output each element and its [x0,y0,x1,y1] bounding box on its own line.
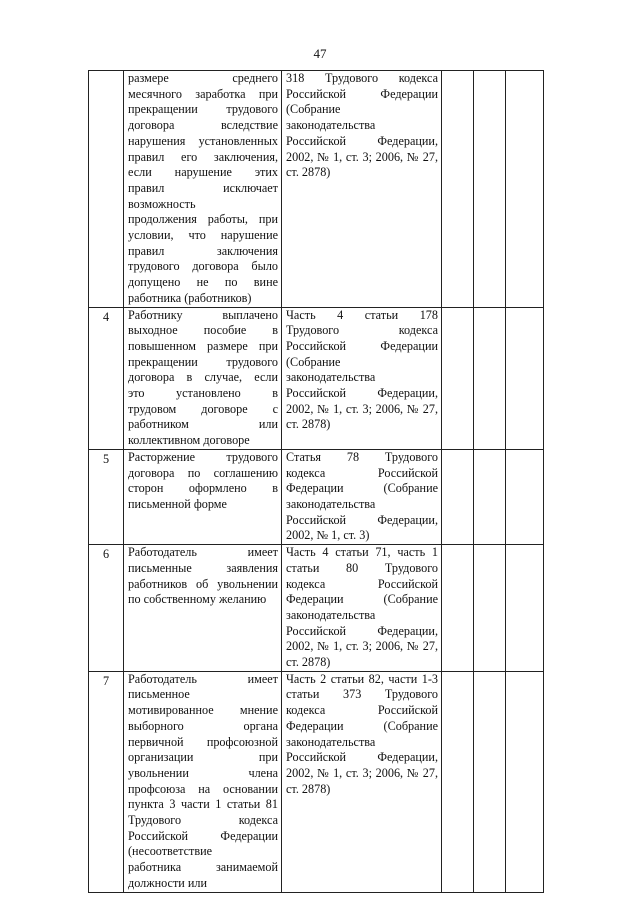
reference-text-line: ст. 2878) [286,417,331,432]
answer-yes-cell [442,449,474,544]
table-row [89,71,544,308]
answer-yes-cell [442,545,474,672]
answer-no-cell [474,307,506,449]
reference-text-line: Российской Федерации, [286,386,438,401]
requirement-text-line: выходное пособие в [128,323,278,338]
answer-na-cell [506,71,544,308]
requirement-text-line: увольнении члена [128,765,278,780]
requirement-text-line: работником или [128,417,278,432]
requirement-text-line: прекращении трудового [128,354,278,369]
reference-text-line: 2002, № 1, ст. 3; 2006, № 27, [286,149,438,164]
row-number: 4 [89,307,124,449]
reference-text-line: (Собрание [286,354,341,369]
requirement-text-line: договора по соглашению [128,465,278,480]
requirement-text-line: трудового договора было [128,259,278,274]
requirement-text-line: работника занимаемой [128,860,278,875]
requirement-text-line: прекращении трудового [128,102,278,117]
reference-text-line: ст. 2878) [286,655,331,670]
legal-reference-cell [282,71,442,308]
requirement-text-line: пункта 3 части 1 статьи 81 [128,797,278,812]
requirement-text-line: письменное [128,687,190,702]
requirement-cell [124,671,282,892]
requirement-text-line: (несоответствие [128,844,213,859]
requirement-text-line: первичной профсоюзной [128,734,278,749]
answer-na-cell [506,449,544,544]
requirement-text-line: правил его заключения, [128,149,278,164]
answer-na-cell [506,545,544,672]
reference-text-line: законодательства [286,607,376,622]
requirement-text-line: письменные заявления [128,560,278,575]
answer-no-cell [474,671,506,892]
requirement-text-line: это установлено в [128,386,278,401]
reference-text-line: 2002, № 1, ст. 3; 2006, № 27, [286,765,438,780]
requirement-text-line: продолжения работы, при [128,212,278,227]
requirement-text-line: допущено не по вине [128,275,278,290]
requirement-text-line: сторон оформлено в [128,481,278,496]
table-row [89,449,544,544]
answer-no-cell [474,545,506,672]
reference-text-line: кодекса Российской [286,703,438,718]
reference-text-line: Статья 78 Трудового [286,449,438,464]
reference-text-line: Российской Федерации, [286,623,438,638]
reference-text-line: Часть 4 статьи 178 [286,307,438,322]
reference-text-line: ст. 2878) [286,165,331,180]
requirement-text-line: условии, что нарушение [128,228,278,243]
answer-yes-cell [442,307,474,449]
row-number: 5 [89,449,124,544]
requirement-text-line: мотивированное мнение [128,703,278,718]
requirement-text-line: организации при [128,750,278,765]
reference-text-line: Трудового кодекса [286,323,438,338]
reference-text-line: статьи 373 Трудового [286,687,438,702]
reference-text-line: законодательства [286,370,376,385]
requirement-text-line: правил исключает [128,180,278,195]
requirement-text-line: правил заключения [128,243,278,258]
requirement-text-line: по собственному желанию [128,592,267,607]
requirement-text-line: нарушения установленных [128,133,278,148]
requirement-text-line: профсоюза на основании [128,781,278,796]
reference-text-line: Часть 4 статьи 71, часть 1 [286,545,438,560]
reference-text-line: Федерации (Собрание [286,718,438,733]
requirement-text-line: месячного заработка при [128,86,278,101]
page-number: 47 [313,46,327,61]
row-number: 7 [89,671,124,892]
requirement-cell [124,449,282,544]
requirement-cell [124,307,282,449]
requirement-text-line: договора в случае, если [128,370,278,385]
reference-text-line: ст. 2878) [286,781,331,796]
checklist-table [88,70,544,893]
reference-text-line: 318 Трудового кодекса [286,71,438,85]
row-number: 6 [89,545,124,672]
requirement-text-line: возможность [128,196,196,211]
answer-yes-cell [442,71,474,308]
reference-text-line: кодекса Российской [286,576,438,591]
answer-yes-cell [442,671,474,892]
requirement-text-line: трудовом договоре с [128,401,278,416]
reference-text-line: 2002, № 1, ст. 3; 2006, № 27, [286,401,438,416]
table-row [89,307,544,449]
row-number [89,71,124,308]
requirement-text-line: выборного органа [128,718,278,733]
reference-text-line: законодательства [286,734,376,749]
reference-text-line: Часть 2 статьи 82, части 1-3 [286,671,438,686]
reference-text-line: статьи 80 Трудового [286,560,438,575]
legal-reference-cell [282,545,442,672]
table-row [89,545,544,672]
answer-no-cell [474,71,506,308]
reference-text-line: Российской Федерации, [286,750,438,765]
legal-reference-cell [282,307,442,449]
table-row [89,671,544,892]
reference-text-line: Российской Федерации [286,338,438,353]
reference-text-line: законодательства [286,118,376,133]
answer-no-cell [474,449,506,544]
reference-text-line: (Собрание [286,102,341,117]
legal-reference-cell [282,449,442,544]
reference-text-line: Российской Федерации [286,86,438,101]
reference-text-line: Российской Федерации, [286,512,438,527]
requirement-text-line: Работодатель имеет [128,545,278,560]
answer-na-cell [506,671,544,892]
reference-text-line: Федерации (Собрание [286,481,438,496]
requirement-text-line: повышенном размере при [128,338,278,353]
reference-text-line: 2002, № 1, ст. 3; 2006, № 27, [286,639,438,654]
reference-text-line: Федерации (Собрание [286,592,438,607]
reference-text-line: кодекса Российской [286,465,438,480]
requirement-text-line: Трудового кодекса [128,813,278,828]
requirement-text-line: работника (работников) [128,290,252,305]
reference-text-line: 2002, № 1, ст. 3) [286,528,370,543]
requirement-text-line: если нарушение этих [128,165,278,180]
reference-text-line: Российской Федерации, [286,133,438,148]
requirement-text-line: должности или [128,875,207,890]
requirement-text-line: письменной форме [128,496,227,511]
requirement-text-line: работников об увольнении [128,576,278,591]
requirement-text-line: Работодатель имеет [128,671,278,686]
requirement-text-line: Российской Федерации [128,828,278,843]
requirement-text-line: договора вследствие [128,118,278,133]
requirement-cell [124,545,282,672]
answer-na-cell [506,307,544,449]
requirement-text-line: коллективном договоре [128,433,250,448]
requirement-text-line: Расторжение трудового [128,449,278,464]
legal-reference-cell [282,671,442,892]
requirement-text-line: размере среднего [128,71,278,85]
reference-text-line: законодательства [286,496,376,511]
requirement-cell [124,71,282,308]
requirement-text-line: Работнику выплачено [128,307,278,322]
